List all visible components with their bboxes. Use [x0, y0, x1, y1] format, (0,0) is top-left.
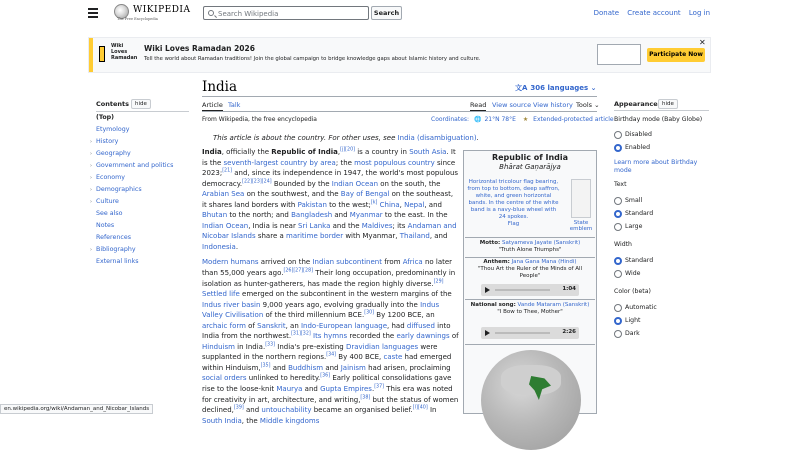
- text-size-label: Text: [614, 181, 627, 188]
- globe-icon: 🌐: [473, 116, 482, 123]
- toc-item-label: Etymology: [96, 126, 130, 133]
- radio-label: Disabled: [625, 131, 652, 138]
- toc-item-label: Government and politics: [96, 162, 174, 169]
- toc-item-label: (Top): [96, 114, 115, 121]
- coordinates-value[interactable]: 21°N 78°E: [484, 116, 516, 123]
- toc-item-label: Economy: [96, 174, 125, 181]
- paragraph-2: Modern humans arrived on the Indian subcontinent from Africa no later than 55,000 years ago.[26][27][28] Their long occupation, predominantly in isolation as hunter-gatherers, has made the region highly diverse.[29] Settled life emerged on the subcontinent in the western margins of the Indus river basin 9,000 years ago, evolving gradually into the Indus Valley Civilisation of the third millennium BCE.[30] By 1200 BCE, an archaic form of Sanskrit, an Indo-European language, had diffused into India from the northwest.[31][32] Its hymns recorded the early dawnings of Hinduism in India.[33] India's pre-existing Dravidian languages were supplanted in the northern regions.[34] By 400 BCE, caste had emerged within Hinduism,[35] and Buddhism and Jainism had arisen, proclaiming social orders unlinked to heredity.[36] Early political consolidations gave rise to the loose-knit Maurya and Gupta Empires.[37] This era was noted for creativity in art, architecture, and writing,[38] but the status of women declined,[39] and untouchability became an organised belief.[l][40] In South India, the Middle kingdoms: [202, 258, 459, 425]
- appearance-heading: Appearance: [614, 100, 658, 108]
- toc-item-label: Bibliography: [96, 246, 136, 253]
- site-sub: From Wikipedia, the free encyclopedia: [202, 116, 317, 123]
- flag-label: Flag: [507, 221, 520, 227]
- protection-lock-icon: ★: [522, 116, 529, 123]
- radio-label: Standard: [625, 210, 654, 217]
- anthem-row: [467, 259, 593, 280]
- birthday-enabled-radio[interactable]: [614, 144, 650, 152]
- toc-item[interactable]: [90, 210, 123, 217]
- chevron-right-icon[interactable]: ›: [90, 151, 92, 157]
- hatnote-end: .: [476, 134, 479, 142]
- radio-label: Small: [625, 197, 643, 204]
- width-label: Width: [614, 241, 632, 248]
- radio-circle-icon: [614, 330, 622, 338]
- tab-talk[interactable]: Talk: [228, 101, 241, 109]
- contents-hide-button[interactable]: hide: [131, 99, 151, 109]
- logo-wordmark: WIKIPEDIA: [133, 5, 191, 15]
- create-account-link[interactable]: Create account: [627, 9, 681, 17]
- play-icon[interactable]: [485, 330, 490, 336]
- search-form: [203, 6, 399, 20]
- anthem-duration: 1:04: [562, 286, 576, 292]
- toc-item[interactable]: [90, 246, 136, 253]
- motto-row: [467, 240, 593, 254]
- contents-heading: Contents: [96, 100, 129, 108]
- search-box[interactable]: [203, 6, 369, 20]
- radio-label: Dark: [625, 330, 640, 337]
- logo-tagline: The Free Encyclopedia: [117, 17, 158, 21]
- toc-item[interactable]: [90, 186, 142, 193]
- radio-label: Large: [625, 223, 643, 230]
- user-links: [588, 9, 710, 17]
- birthday-learn-more-link[interactable]: Learn more about Birthday mode: [614, 159, 698, 174]
- banner-image-box: [597, 44, 641, 65]
- radio-label: Wide: [625, 270, 641, 277]
- radio-label: Light: [625, 317, 641, 324]
- site-header: [0, 0, 800, 28]
- chevron-right-icon[interactable]: ›: [90, 247, 92, 253]
- chevron-right-icon[interactable]: ›: [90, 175, 92, 181]
- song-label: National song:: [470, 302, 516, 308]
- tools-label: Tools: [576, 101, 593, 109]
- emblem-image: [571, 179, 591, 218]
- toc-item[interactable]: [90, 234, 131, 241]
- radio-selected-icon: [614, 144, 622, 152]
- toc-item-label: See also: [96, 210, 123, 217]
- anthem-translation: "Thou Art the Ruler of the Minds of All People": [477, 266, 583, 279]
- color-label: Color (beta): [614, 288, 651, 295]
- text-large-radio[interactable]: [614, 223, 642, 231]
- infobox-divider: [465, 257, 595, 258]
- contents-divider: [96, 111, 189, 112]
- infobox-title: Republic of India: [491, 153, 569, 162]
- appearance-divider: [614, 110, 709, 111]
- chevron-down-icon: ⌄: [594, 101, 600, 109]
- national-song-row: [467, 302, 593, 316]
- toc-item-label: Culture: [96, 198, 119, 205]
- infobox-native-name: Bhārat Gaṇarājya: [499, 163, 561, 171]
- page-tabs: [202, 99, 600, 111]
- banner-title: Wiki Loves Ramadan 2026: [144, 44, 255, 53]
- banner-logo-text: Wiki Loves Ramadan: [111, 43, 138, 61]
- appearance-hide-button[interactable]: hide: [658, 99, 678, 109]
- login-link[interactable]: Log in: [688, 9, 710, 17]
- banner-accent: [89, 38, 93, 72]
- toc-item[interactable]: [90, 126, 130, 133]
- audio-track[interactable]: [495, 289, 550, 291]
- radio-label: Standard: [625, 257, 654, 264]
- donate-link[interactable]: Donate: [593, 9, 620, 17]
- title-divider: [202, 96, 597, 97]
- radio-circle-icon: [614, 197, 622, 205]
- coordinates: [431, 116, 614, 123]
- chevron-right-icon[interactable]: ›: [90, 163, 92, 169]
- chevron-right-icon[interactable]: ›: [90, 139, 92, 145]
- toc-item[interactable]: [90, 162, 173, 169]
- tab-view-history[interactable]: View history: [533, 101, 573, 109]
- close-icon[interactable]: ✕: [699, 38, 706, 47]
- radio-circle-icon: [614, 223, 622, 231]
- toc-item[interactable]: [90, 150, 131, 157]
- article-body: [202, 147, 459, 431]
- anthem-audio-player[interactable]: [481, 284, 579, 296]
- hatnote-text: This article is about the country. For other uses, see: [213, 134, 398, 142]
- toc-item[interactable]: [90, 114, 114, 121]
- hatnote: [213, 134, 479, 142]
- width-standard-radio[interactable]: [614, 257, 653, 265]
- toc-item-label: Geography: [96, 150, 131, 157]
- radio-selected-icon: [614, 257, 622, 265]
- tab-tools[interactable]: [576, 101, 600, 109]
- color-dark-radio[interactable]: [614, 330, 640, 338]
- toc-item[interactable]: [90, 198, 119, 205]
- toc-item[interactable]: [90, 222, 114, 229]
- toc-item-label: Notes: [96, 222, 115, 229]
- tab-view-source[interactable]: View source: [492, 101, 532, 109]
- language-button[interactable]: [515, 83, 597, 93]
- infobox-divider: [465, 237, 595, 238]
- birthday-mode-label: Birthday mode (Baby Globe): [614, 116, 703, 123]
- toc-item-label: References: [96, 234, 131, 241]
- toc-item-label: External links: [96, 258, 139, 265]
- search-icon: [208, 10, 214, 16]
- song-duration: 2:26: [562, 329, 576, 335]
- birthday-disabled-radio[interactable]: [614, 131, 652, 139]
- toc-item-label: Demographics: [96, 186, 142, 193]
- toc-item[interactable]: [90, 138, 118, 145]
- tab-article[interactable]: Article: [202, 101, 223, 109]
- infobox-divider: [465, 344, 595, 345]
- motto-label: Motto:: [479, 240, 501, 246]
- orthographic-map[interactable]: [481, 350, 581, 450]
- emblem-label: State emblem: [569, 220, 593, 232]
- translate-icon: 文A: [515, 84, 528, 92]
- banner-text: Tell the world about Ramadan traditions! Join the global campaign to bridge knowledge gaps about Islamic history and culture.: [144, 56, 481, 62]
- song-link[interactable]: Vande Mataram (Sanskrit): [517, 302, 590, 308]
- protection-link[interactable]: Extended-protected article: [533, 116, 614, 123]
- song-audio-player[interactable]: [481, 327, 579, 339]
- language-count: 306 languages: [530, 84, 589, 92]
- flag-alt-text: Horizontal tricolour flag bearing, from top to bottom, deep saffron, white, and green horizontal bands. In the centre of the white band is a navy-blue wheel with 24 spokes.: [467, 179, 560, 220]
- text-small-radio[interactable]: [614, 197, 642, 205]
- page-title: India: [202, 79, 238, 95]
- disambiguation-link[interactable]: India (disambiguation): [397, 134, 477, 142]
- audio-track[interactable]: [495, 332, 550, 334]
- main-menu-icon[interactable]: [88, 8, 98, 17]
- campaign-banner: [88, 37, 711, 73]
- anthem-label: Anthem:: [483, 259, 510, 265]
- tab-read[interactable]: Read: [470, 101, 487, 109]
- tabs-divider: [202, 111, 597, 112]
- chevron-right-icon[interactable]: ›: [90, 187, 92, 193]
- flag-caption[interactable]: [467, 179, 560, 228]
- play-icon[interactable]: [485, 287, 490, 293]
- toc-item[interactable]: [90, 174, 125, 181]
- song-translation: "I Bow to Thee, Mother": [497, 309, 563, 315]
- paragraph-1: India, officially the Republic of India,[j][20] is a country in South Asia. It is the seventh-largest country by area; the most populous country since 2023;[21] and, since its independence in 1947, the world's most populous democracy.[22][23][24] Bounded by the Indian Ocean on the south, the Arabian Sea on the southwest, and the Bay of Bengal on the southeast, it shares land borders with Pakistan to the west;[k] China, Nepal, and Bhutan to the north; and Bangladesh and Myanmar to the east. In the Indian Ocean, India is near Sri Lanka and the Maldives; its Andaman and Nicobar Islands share a maritime border with Myanmar, Thailand, and Indonesia.: [202, 147, 459, 251]
- infobox: [463, 150, 597, 414]
- anthem-link[interactable]: Jana Gana Mana (Hindi): [511, 259, 577, 265]
- width-wide-radio[interactable]: [614, 270, 640, 278]
- color-automatic-radio[interactable]: [614, 304, 657, 312]
- state-emblem[interactable]: [568, 179, 594, 232]
- text-standard-radio[interactable]: [614, 210, 653, 218]
- infobox-divider: [465, 299, 595, 300]
- banner-lantern-icon: [99, 46, 105, 62]
- toc-item-label: History: [96, 138, 119, 145]
- motto-link[interactable]: Satyameva Jayate (Sanskrit): [501, 240, 581, 246]
- toc-item[interactable]: [90, 258, 139, 265]
- search-button[interactable]: Search: [371, 6, 402, 20]
- radio-circle-icon: [614, 304, 622, 312]
- coordinates-label[interactable]: Coordinates:: [431, 116, 470, 123]
- motto-translation: "Truth Alone Triumphs": [498, 247, 562, 253]
- radio-circle-icon: [614, 270, 622, 278]
- chevron-down-icon: ⌄: [590, 84, 597, 92]
- radio-selected-icon: [614, 210, 622, 218]
- color-light-radio[interactable]: [614, 317, 640, 325]
- link-status-bar: en.wikipedia.org/wiki/Andaman_and_Nicobar_Islands: [0, 404, 153, 414]
- radio-selected-icon: [614, 317, 622, 325]
- chevron-right-icon[interactable]: ›: [90, 199, 92, 205]
- radio-label: Automatic: [625, 304, 657, 311]
- radio-label: Enabled: [625, 144, 651, 151]
- radio-circle-icon: [614, 131, 622, 139]
- search-input[interactable]: [218, 8, 366, 19]
- participate-button[interactable]: Participate Now: [647, 48, 705, 62]
